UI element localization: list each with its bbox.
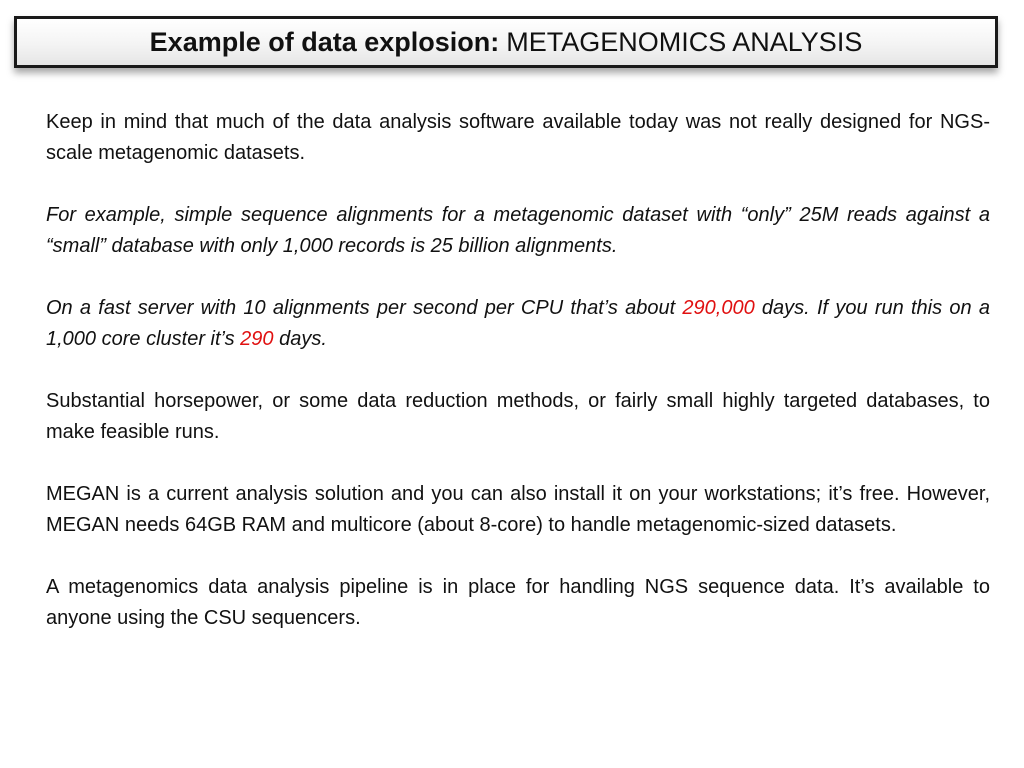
days-highlight-290: 290: [240, 328, 274, 350]
paragraph-alignment-example: For example, simple sequence alignments for a metagenomic dataset with “only” 25M reads against a “small” database with only 1,000 records is 25 billion alignments.: [46, 204, 990, 257]
server-estimate-text-1: On a fast server with 10 alignments per second per CPU that’s about: [46, 297, 683, 319]
paragraph-pipeline: A metagenomics data analysis pipeline is in place for handling NGS sequence data. It’s available to anyone using the CSU sequencers.: [46, 576, 990, 629]
paragraph-software-limits: Keep in mind that much of the data analysis software available today was not really designed for NGS-scale metagenomic datasets.: [46, 111, 990, 164]
server-estimate-text-2: days. If you run this on a 1,000 core cluster it’s: [46, 297, 990, 350]
paragraph-megan: MEGAN is a current analysis solution and you can also install it on your workstations; it’s free. However, MEGAN needs 64GB RAM and multicore (about 8-core) to handle metagenomic-sized datasets.: [46, 483, 990, 536]
paragraph-server-estimate: [46, 293, 990, 355]
paragraph-horsepower: Substantial horsepower, or some data reduction methods, or fairly small highly targeted databases, to make feasible runs.: [46, 390, 990, 443]
slide-body: [46, 107, 990, 665]
slide-title-bold: Example of data explosion:: [149, 26, 500, 57]
slide-title-box: [14, 16, 998, 68]
slide-title-rest: METAGENOMICS ANALYSIS: [506, 26, 863, 57]
server-estimate-text-3: days.: [273, 328, 327, 350]
days-highlight-290000: 290,000: [682, 297, 755, 319]
